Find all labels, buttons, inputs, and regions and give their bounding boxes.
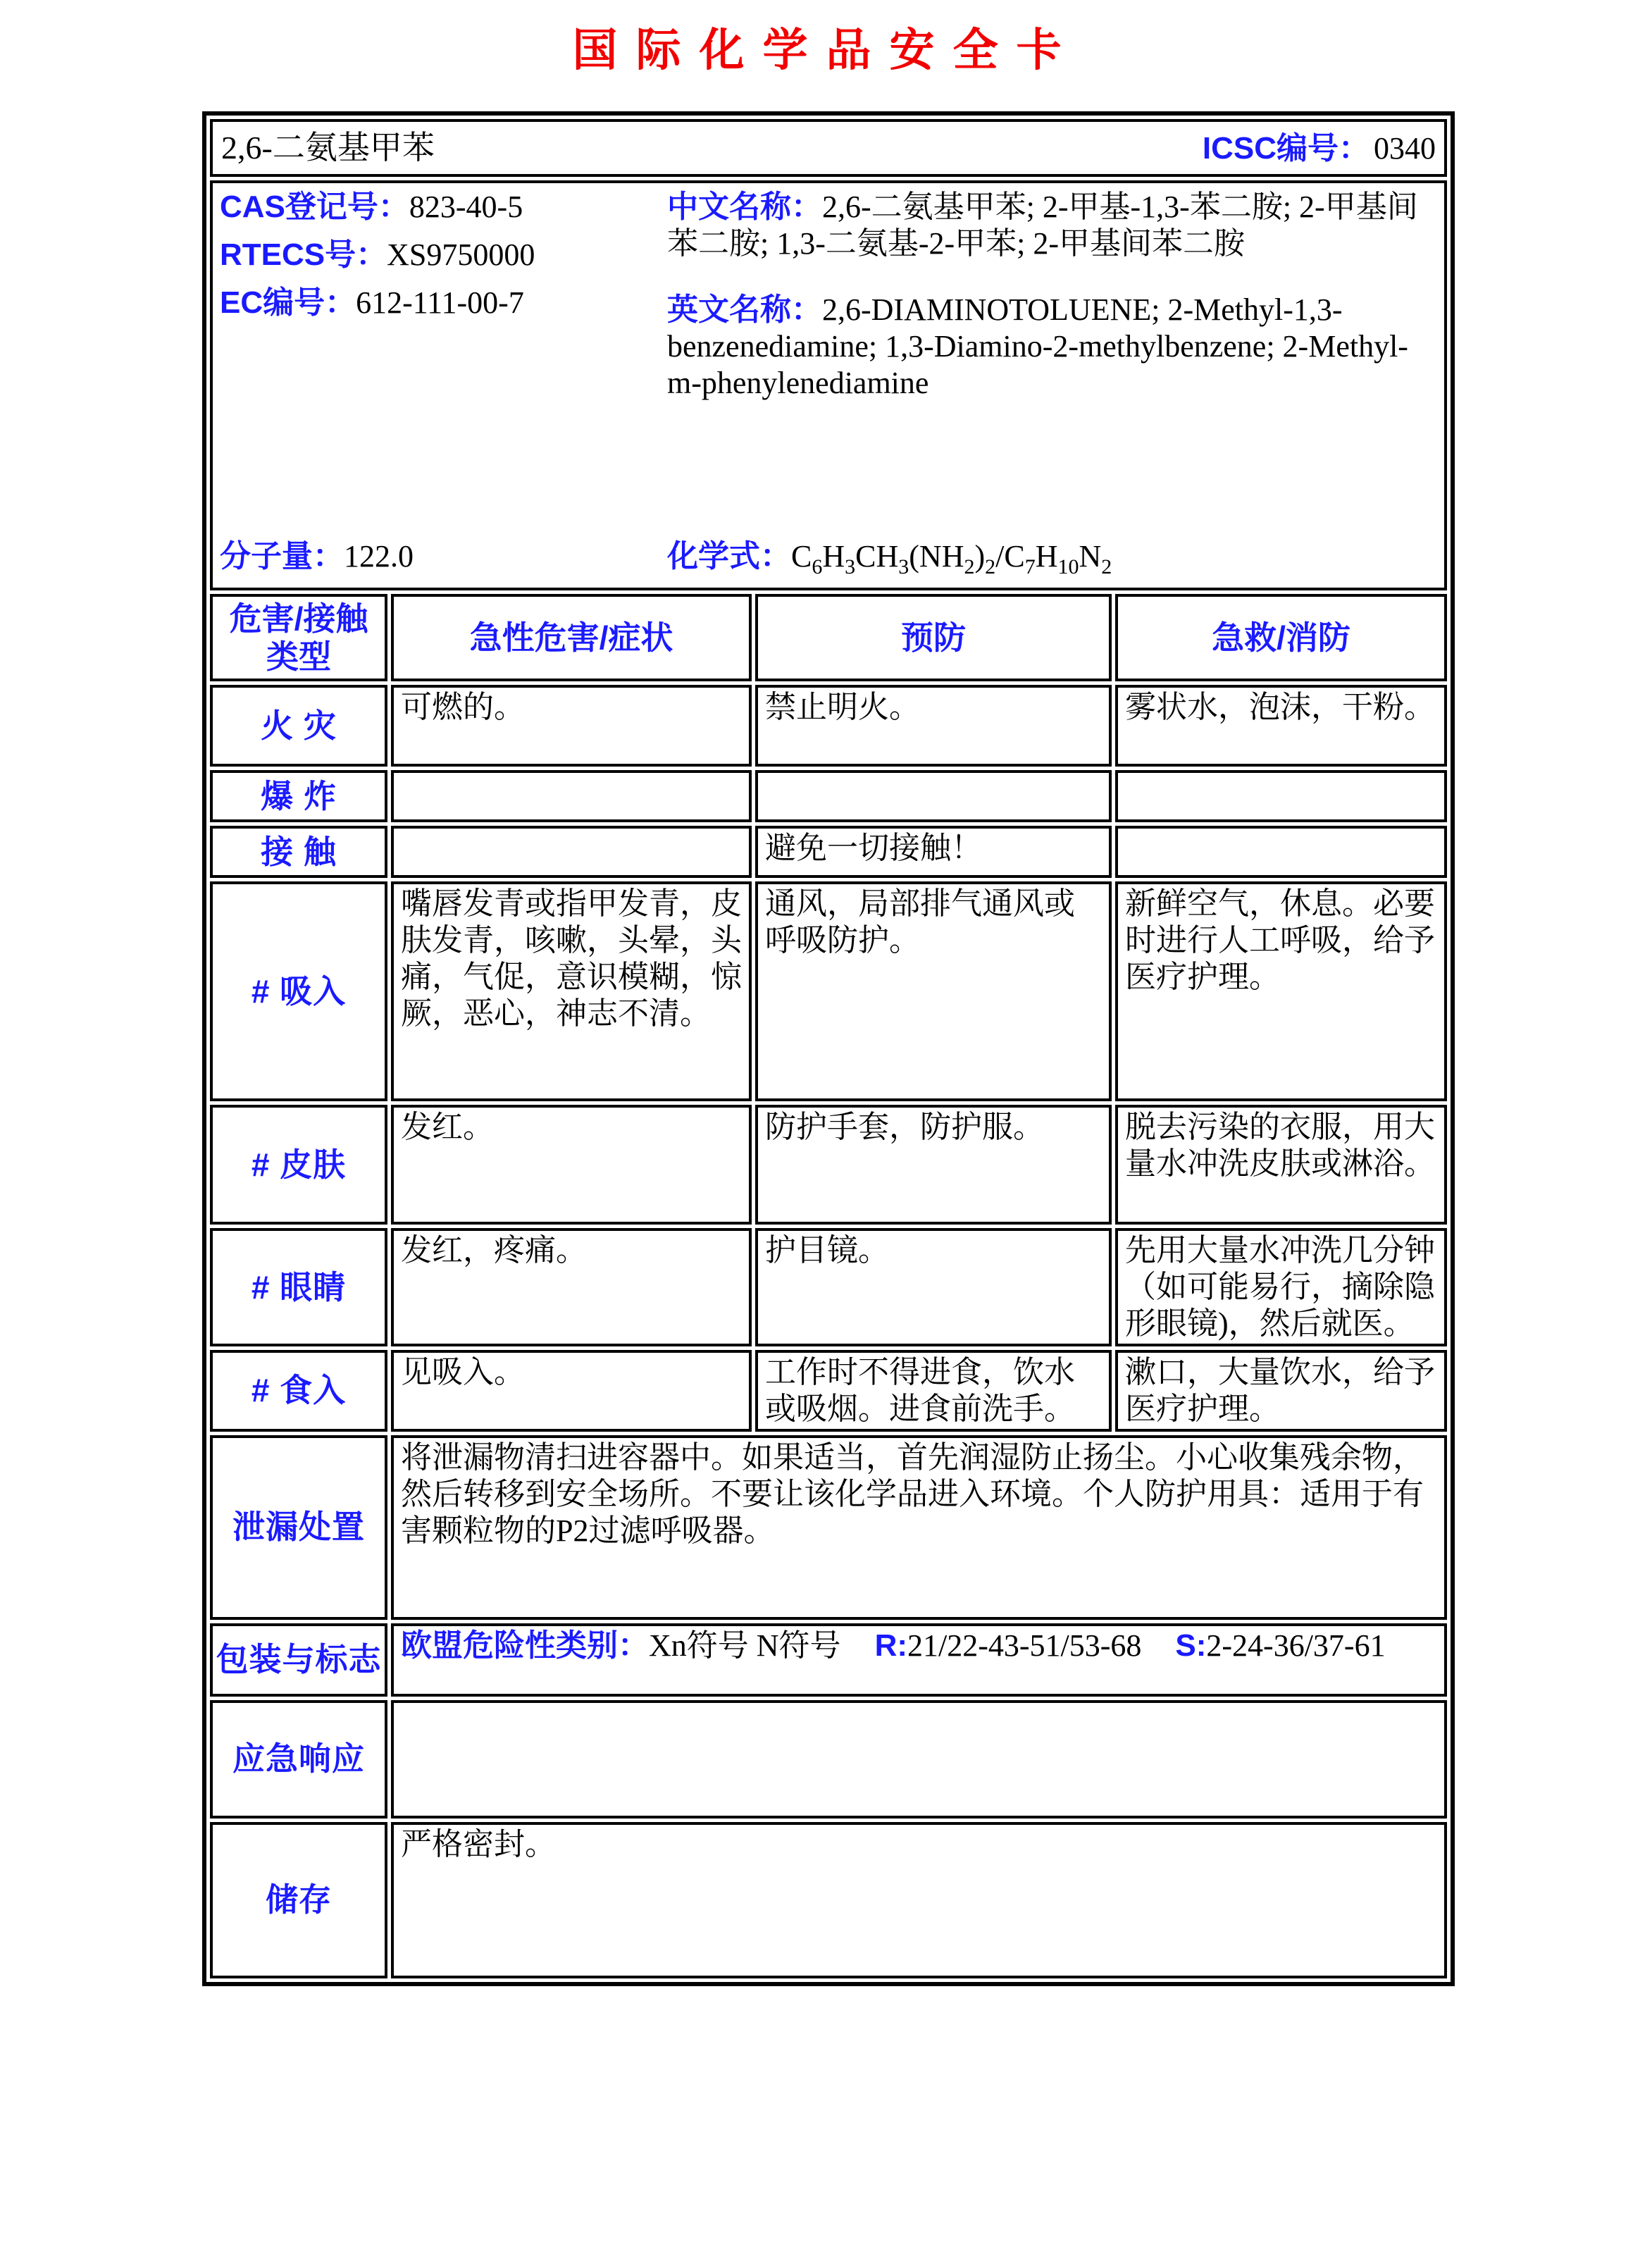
- chinese-names: [667, 189, 1437, 262]
- eu-hazard-class-value: Xn符号 N符号: [649, 1628, 841, 1663]
- eyes-symptoms: 发红，疼痛。: [391, 1228, 752, 1346]
- fire-symptoms: 可燃的。: [391, 685, 752, 767]
- skin-prevention: 防护手套，防护服。: [755, 1105, 1112, 1225]
- molecular-weight-label: 分子量：: [220, 539, 344, 574]
- explosion-first-aid: [1115, 770, 1447, 822]
- table-row-packaging: [210, 1623, 1447, 1697]
- row-label-emergency-response: [210, 1700, 387, 1819]
- ec-label: EC编号：: [220, 285, 356, 321]
- ec-value: 612-111-00-7: [356, 285, 524, 321]
- contact-symptoms: [391, 826, 752, 878]
- ingestion-first-aid: 漱口，大量饮水，给予医疗护理。: [1115, 1350, 1447, 1432]
- row-label-text: # 吸入: [251, 972, 347, 1010]
- row-label-spill-disposal: [210, 1435, 387, 1620]
- registry-numbers: [220, 185, 667, 538]
- chemical-name: 2,6-二氨基甲苯: [221, 130, 435, 166]
- skin-first-aid: 脱去污染的衣服，用大量水冲洗皮肤或淋浴。: [1115, 1105, 1447, 1225]
- card-header-cell: [210, 119, 1447, 177]
- table-row-skin: [210, 1105, 1447, 1225]
- english-names-label: 英文名称：: [667, 292, 822, 328]
- fire-prevention: 禁止明火。: [755, 685, 1112, 767]
- chemical-formula-label: 化学式：: [667, 539, 791, 574]
- r-phrases-label: R:: [874, 1628, 907, 1663]
- row-label-eyes: [210, 1228, 387, 1346]
- contact-prevention: 避免一切接触！: [755, 826, 1112, 878]
- row-label-text: 接 触: [261, 833, 337, 870]
- table-row-storage: [210, 1822, 1447, 1978]
- molecular-info: [220, 538, 1437, 583]
- rtecs-number: [220, 237, 667, 273]
- cas-label: CAS登记号：: [220, 190, 409, 225]
- col-header-first-aid: 急救/消防: [1115, 594, 1447, 681]
- chemical-formula: [667, 538, 1112, 579]
- cas-value: 823-40-5: [409, 190, 523, 225]
- explosion-symptoms: [391, 770, 752, 822]
- inhalation-prevention: 通风，局部排气通风或呼吸防护。: [755, 881, 1112, 1101]
- explosion-prevention: [755, 770, 1112, 822]
- fire-first-aid: 雾状水，泡沫，干粉。: [1115, 685, 1447, 767]
- row-label-storage: [210, 1822, 387, 1978]
- row-label-text: 泄漏处置: [232, 1508, 365, 1546]
- emergency-response-content: [391, 1700, 1447, 1819]
- row-label-inhalation: [210, 881, 387, 1101]
- table-row-inhalation: [210, 881, 1447, 1101]
- english-names: [667, 292, 1437, 402]
- card-header-row: [210, 119, 1447, 177]
- chinese-names-value: 2,6-二氨基甲苯; 2-甲基-1,3-苯二胺; 2-甲基间苯二胺; 1,3-二氨基-2-甲苯; 2-甲基间苯二胺: [667, 190, 1418, 261]
- ec-number: [220, 285, 667, 321]
- table-row-ingestion: [210, 1350, 1447, 1432]
- icsc-card-table: [202, 111, 1455, 1986]
- chemical-names: [667, 185, 1437, 538]
- row-label-ingestion: [210, 1350, 387, 1432]
- eyes-first-aid: 先用大量水冲洗几分钟（如可能易行，摘除隐形眼镜)，然后就医。: [1115, 1228, 1447, 1346]
- storage-content: 严格密封。: [391, 1822, 1447, 1978]
- identification-row: [210, 180, 1447, 590]
- row-label-text: # 食入: [251, 1372, 347, 1409]
- table-row-fire: [210, 685, 1447, 767]
- ingestion-prevention: 工作时不得进食，饮水或吸烟。进食前洗手。: [755, 1350, 1112, 1432]
- row-label-skin: [210, 1105, 387, 1225]
- inhalation-first-aid: 新鲜空气，休息。必要时进行人工呼吸，给予医疗护理。: [1115, 881, 1447, 1101]
- row-label-explosion: [210, 770, 387, 822]
- table-row-contact: [210, 826, 1447, 878]
- row-label-contact: [210, 826, 387, 878]
- spill-disposal-content: 将泄漏物清扫进容器中。如果适当，首先润湿防止扬尘。小心收集残余物，然后转移到安全场所。不要让该化学品进入环境。个人防护用具：适用于有害颗粒物的P2过滤呼吸器。: [391, 1435, 1447, 1620]
- row-label-text: 应急响应: [232, 1740, 365, 1778]
- row-label-packaging: [210, 1623, 387, 1697]
- skin-symptoms: 发红。: [391, 1105, 752, 1225]
- chinese-names-label: 中文名称：: [667, 190, 822, 225]
- eu-hazard-class-label: 欧盟危险性类别：: [401, 1628, 649, 1663]
- page-title: 国际化学品安全卡: [572, 25, 1080, 75]
- table-row-emergency-response: [210, 1700, 1447, 1819]
- r-phrases-value: 21/22-43-51/53-68: [907, 1628, 1142, 1663]
- identification-cell: [210, 180, 1447, 590]
- english-names-value: 2,6-DIAMINOTOLUENE; 2-Methyl-1,3-benzenediamine; 1,3-Diamino-2-methylbenzene; 2-Methyl-m-phenylenediamine: [667, 292, 1408, 400]
- row-label-fire: [210, 685, 387, 767]
- col-header-symptoms: 急性危害/症状: [391, 594, 752, 681]
- icsc-number-value: 0340: [1374, 131, 1436, 166]
- ingestion-symptoms: 见吸入。: [391, 1350, 752, 1432]
- row-label-text: 火 灾: [261, 707, 337, 744]
- hazard-header-row: [210, 594, 1447, 681]
- chemical-formula-value: $C_6H_3CH_3(NH_2)_2/C_7H_{10}N_2$: [791, 539, 1112, 578]
- inhalation-symptoms: 嘴唇发青或指甲发青，皮肤发青，咳嗽，头晕，头痛，气促，意识模糊，惊厥，恶心，神志不清。: [391, 881, 752, 1101]
- cas-number: [220, 189, 667, 225]
- packaging-content: [391, 1623, 1447, 1697]
- table-row-eyes: [210, 1228, 1447, 1346]
- rtecs-value: XS9750000: [387, 237, 535, 273]
- molecular-weight-value: 122.0: [344, 539, 414, 574]
- row-label-text: # 皮肤: [251, 1146, 347, 1183]
- row-label-text: 包装与标志: [216, 1641, 382, 1678]
- eyes-prevention: 护目镜。: [755, 1228, 1112, 1346]
- molecular-weight: [220, 538, 667, 575]
- table-row-explosion: [210, 770, 1447, 822]
- s-phrases-label: S:: [1175, 1628, 1207, 1663]
- s-phrases-value: 2-24-36/37-61: [1206, 1628, 1386, 1663]
- col-header-prevention: 预防: [755, 594, 1112, 681]
- icsc-number: [1203, 130, 1436, 167]
- col-header-hazard-type: 危害/接触 类型: [210, 594, 387, 681]
- table-row-spill-disposal: [210, 1435, 1447, 1620]
- contact-first-aid: [1115, 826, 1447, 878]
- row-label-text: 爆 炸: [261, 777, 337, 814]
- rtecs-label: RTECS号：: [220, 237, 387, 273]
- icsc-number-label: ICSC编号：: [1202, 131, 1370, 166]
- row-label-text: 储存: [266, 1881, 332, 1919]
- row-label-text: # 眼睛: [251, 1268, 347, 1306]
